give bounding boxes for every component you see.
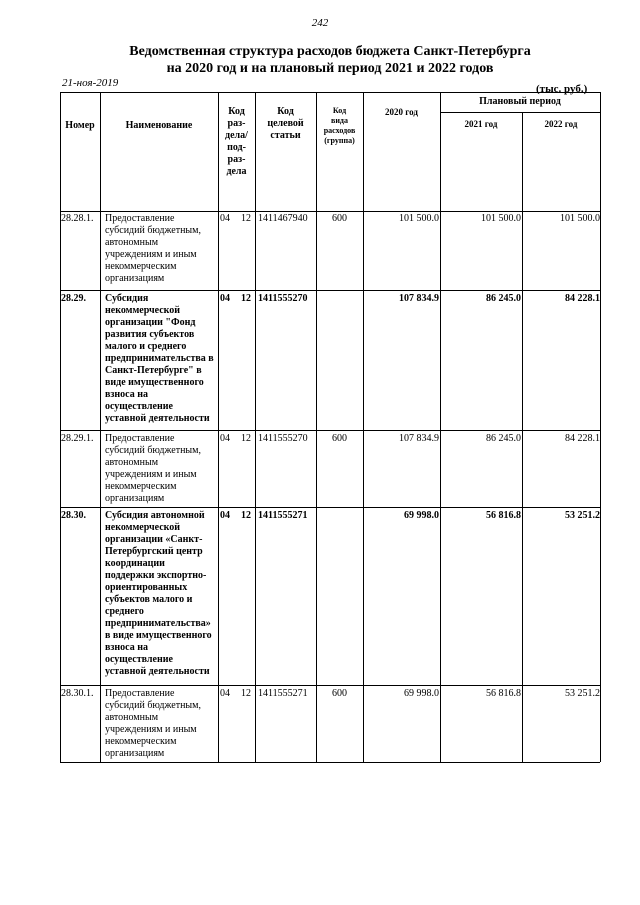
row-name: Предоставление субсидий бюджетным, автономным учреждениям и иным некоммерческим организациям xyxy=(105,433,201,504)
header-number: Номер xyxy=(65,120,95,131)
row-target-code: 1411555270 xyxy=(258,433,308,444)
row-value-2021: 86 245.0 xyxy=(486,433,521,444)
row-value-2022: 53 251.2 xyxy=(565,688,600,699)
row-value-2022: 53 251.2 xyxy=(565,510,600,521)
row-name: Предоставление субсидий бюджетным, автономным учреждениям и иным некоммерческим организациям xyxy=(105,688,201,759)
row-target-code: 1411555270 xyxy=(258,293,308,304)
row-razdel: 04 xyxy=(220,213,230,224)
row-target-code: 1411555271 xyxy=(258,510,308,521)
page-title-line-2: на 2020 год и на плановый период 2021 и 2022 годов xyxy=(166,61,494,76)
row-podrazdel: 12 xyxy=(241,510,251,521)
row-number: 28.29.1. xyxy=(61,433,94,444)
row-value-2021: 56 816.8 xyxy=(486,510,521,521)
row-number: 28.29. xyxy=(61,293,86,304)
row-razdel: 04 xyxy=(220,510,230,521)
planned-period-divider xyxy=(440,112,600,113)
page-title-line-1: Ведомственная структура расходов бюджета Санкт-Петербурга xyxy=(129,44,531,59)
col-border-6 xyxy=(440,92,441,762)
units-label: (тыс. руб.) xyxy=(536,83,588,95)
row-value-2020: 107 834.9 xyxy=(399,293,439,304)
table-top-border xyxy=(60,92,600,93)
header-name: Наименование xyxy=(125,120,193,131)
row-value-2022: 84 228.1 xyxy=(565,293,600,304)
col-border-5 xyxy=(363,92,364,762)
row-podrazdel: 12 xyxy=(241,433,251,444)
row-separator-1 xyxy=(60,290,600,291)
row-value-2020: 107 834.9 xyxy=(399,433,439,444)
row-target-code: 1411555271 xyxy=(258,688,308,699)
col-border-1 xyxy=(100,92,101,762)
row-razdel: 04 xyxy=(220,688,230,699)
row-value-2020: 101 500.0 xyxy=(399,213,439,224)
page-number: 242 xyxy=(311,17,329,29)
row-separator-4 xyxy=(60,685,600,686)
col-border-right xyxy=(600,92,601,762)
row-name: Субсидия автономной некоммерческой организации «Санкт- Петербургский центр координации поддержки экспортно- ориентированных субъектов малого и среднего предпринимательства» в виде имущественного взноса на осуществление уставной деятельности xyxy=(105,510,212,677)
col-border-3 xyxy=(255,92,256,762)
row-value-2020: 69 998.0 xyxy=(404,510,439,521)
row-podrazdel: 12 xyxy=(241,213,251,224)
row-podrazdel: 12 xyxy=(241,293,251,304)
row-separator-3 xyxy=(60,507,600,508)
row-value-2021: 86 245.0 xyxy=(486,293,521,304)
row-target-code: 1411467940 xyxy=(258,213,308,224)
row-value-2021: 101 500.0 xyxy=(481,213,521,224)
row-value-2022: 101 500.0 xyxy=(560,213,600,224)
header-2020: 2020 год xyxy=(385,107,418,117)
header-2021: 2021 год xyxy=(464,119,498,129)
row-value-2022: 84 228.1 xyxy=(565,433,600,444)
row-value-2020: 69 998.0 xyxy=(404,688,439,699)
row-number: 28.30.1. xyxy=(61,688,94,699)
col-border-4 xyxy=(316,92,317,762)
row-name: Предоставление субсидий бюджетным, автономным учреждениям и иным некоммерческим организациям xyxy=(105,213,201,284)
table-bottom-border xyxy=(60,762,600,763)
col-border-left xyxy=(60,92,61,762)
row-expense-type: 600 xyxy=(332,688,347,699)
header-bottom-border xyxy=(60,211,600,212)
row-podrazdel: 12 xyxy=(241,688,251,699)
row-razdel: 04 xyxy=(220,293,230,304)
header-section-code: Код раз- дела/ под- раз- дела xyxy=(225,106,248,177)
row-number: 28.30. xyxy=(61,510,86,521)
row-number: 28.28.1. xyxy=(61,213,94,224)
row-expense-type: 600 xyxy=(332,433,347,444)
header-2022: 2022 год xyxy=(544,119,578,129)
row-razdel: 04 xyxy=(220,433,230,444)
header-target-code: Код целевой статьи xyxy=(267,106,304,141)
header-expense-type: Код вида расходов (группа) xyxy=(323,106,356,145)
row-name: Субсидия некоммерческой организации "Фонд развития субъектов малого и среднего предпринимательства в Санкт-Петербурге" в виде имущественного взноса на осуществление уставной деятельности xyxy=(105,293,214,424)
header-planned-period: Плановый период xyxy=(479,96,561,107)
row-value-2021: 56 816.8 xyxy=(486,688,521,699)
row-expense-type: 600 xyxy=(332,213,347,224)
row-separator-2 xyxy=(60,430,600,431)
document-date: 21-ноя-2019 xyxy=(62,77,119,89)
